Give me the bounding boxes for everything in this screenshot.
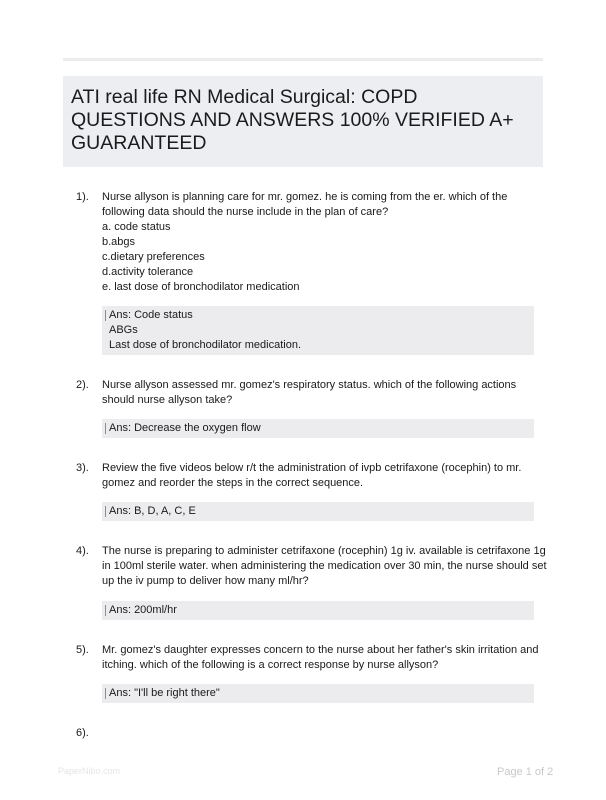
question-line: Review the five videos below r/t the administration of ivpb cetrifaxone (rocephin) to mr.: [102, 462, 522, 474]
question-line: itching. which of the following is a correct response by nurse allyson?: [102, 659, 439, 671]
question-line: up the iv pump to deliver how many ml/hr?: [102, 575, 309, 587]
answer-option: a. code status: [102, 221, 171, 233]
question-number: 1).: [76, 191, 89, 203]
question-line: Nurse allyson assessed mr. gomez's respiratory status. which of the following actions: [102, 379, 517, 391]
answer-line: Ans: "I'll be right there": [109, 687, 220, 699]
question-number: 2).: [76, 379, 89, 391]
question-number: 6).: [76, 727, 89, 739]
answer-option: d.activity tolerance: [102, 266, 194, 278]
title-banner: [63, 76, 543, 167]
question-number: 3).: [76, 462, 89, 474]
question-number: 4).: [76, 545, 89, 557]
page-number: Page 1 of 2: [497, 766, 554, 778]
question-text: [102, 190, 542, 295]
answer-option: b.abgs: [102, 236, 136, 248]
answer-box: [102, 306, 534, 355]
answer-marker: [105, 310, 106, 321]
answer-line: ABGs: [109, 324, 138, 336]
question-line: should nurse allyson take?: [102, 394, 233, 406]
question-text: [102, 461, 542, 491]
answer-line: Last dose of bronchodilator medication.: [109, 339, 302, 351]
answer-marker: [105, 423, 106, 434]
question-line: following data should the nurse include in the plan of care?: [102, 206, 389, 218]
answer-option: e. last dose of bronchodilator medication: [102, 281, 300, 293]
footer-watermark: PaperNibo.com: [58, 766, 121, 776]
question-line: Mr. gomez's daughter expresses concern to the nurse about her father's skin irritation and: [102, 644, 539, 656]
answer-box: [102, 601, 534, 620]
answer-box: [102, 419, 534, 438]
answer-marker: [105, 605, 106, 616]
top-divider: [63, 58, 543, 61]
question-line: The nurse is preparing to administer cetrifaxone (rocephin) 1g iv. available is cetrifaxone 1g: [102, 545, 546, 557]
answer-option: c.dietary preferences: [102, 251, 205, 263]
answer-line: Ans: Decrease the oxygen flow: [109, 422, 261, 434]
question-text: [102, 544, 547, 589]
answer-line: Ans: Code status: [109, 309, 193, 321]
question-number: 5).: [76, 644, 89, 656]
question-text: [102, 378, 542, 408]
answer-marker: [105, 506, 106, 517]
question-line: gomez and reorder the steps in the correct sequence.: [102, 477, 364, 489]
question-line: in 100ml sterile water. when administering the medication over 30 min, the nurse should set: [102, 560, 547, 572]
answer-line: Ans: B, D, A, C, E: [109, 505, 196, 517]
answer-marker: [105, 688, 106, 699]
answer-box: [102, 502, 534, 521]
question-line: Nurse allyson is planning care for mr. gomez. he is coming from the er. which of the: [102, 191, 508, 203]
document-title: ATI real life RN Medical Surgical: COPD QUESTIONS AND ANSWERS 100% VERIFIED A+ GUARANTEED: [71, 86, 514, 154]
answer-box: [102, 684, 534, 703]
answer-line: Ans: 200ml/hr: [109, 604, 177, 616]
question-text: [102, 643, 542, 673]
